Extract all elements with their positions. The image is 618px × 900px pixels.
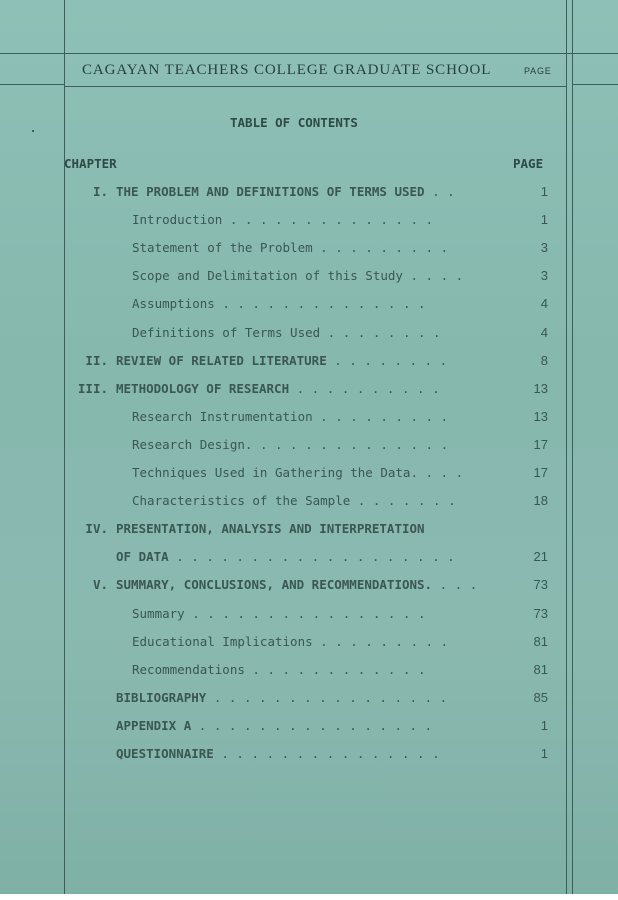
toc-entry-page: 1: [540, 746, 548, 761]
toc-dot-leader: . . . . . . . . . . . . .: [252, 436, 449, 452]
toc-dot-leader: . . . . . . . . . . . . . . .: [213, 746, 440, 761]
toc-entry-title: QUESTIONNAIRE: [116, 746, 214, 761]
toc-dot-leader: . . . . . . . . . .: [289, 380, 440, 396]
toc-dot-leader: . . . . . . . . . . . . . .: [222, 212, 434, 228]
toc-dot-leader: . . . . . . . .: [326, 352, 448, 368]
toc-dot-leader: . . . . . . . . .: [312, 633, 449, 649]
toc-entry-title: BIBLIOGRAPHY: [116, 689, 207, 705]
toc-entry-title: Research Instrumentation: [132, 408, 313, 424]
toc-entry: [0, 577, 618, 597]
toc-entry: [0, 465, 618, 485]
toc-entry-title: Statement of the Problem: [132, 240, 313, 256]
toc-entry-title: Techniques Used in Gathering the Data.: [132, 465, 418, 480]
toc-entry-title: Characteristics of the Sample: [132, 493, 351, 509]
toc-entry-title: APPENDIX A: [116, 717, 192, 733]
toc-entry-number: III.: [77, 380, 108, 396]
toc-entry: [0, 212, 618, 232]
toc-entry-title: PRESENTATION, ANALYSIS AND INTERPRETATION: [116, 521, 425, 537]
toc-dot-leader: . . . . . . . . . . . . . . . .: [191, 717, 433, 733]
toc-dot-leader: . . . . . . . .: [320, 324, 441, 340]
toc-entry: [0, 634, 618, 654]
toc-dot-leader: . . . .: [402, 268, 464, 284]
toc-dot-leader: . . .: [417, 465, 464, 480]
toc-entry: [0, 690, 618, 710]
scan-border: [0, 894, 618, 900]
toc-entry: [0, 268, 618, 288]
toc-dot-leader: . . . . . . . . .: [312, 408, 449, 424]
toc-entry: [0, 296, 618, 316]
toc-entry-page: 4: [540, 324, 548, 340]
toc-entry-title: THE PROBLEM AND DEFINITIONS OF TERMS USED: [116, 184, 425, 199]
institution-header: CAGAYAN TEACHERS COLLEGE GRADUATE SCHOOL: [82, 62, 492, 78]
toc-entry-page: 4: [540, 296, 548, 312]
toc-entry-number: II.: [85, 352, 108, 368]
toc-entry-title: SUMMARY, CONCLUSIONS, AND RECOMMENDATIONS.: [116, 577, 433, 593]
header-bottom-rule: [64, 86, 566, 87]
toc-entry-number: V.: [92, 577, 108, 593]
toc-entry-page: 17: [533, 436, 548, 452]
toc-entry: [0, 746, 618, 766]
toc-entry-title: Summary: [132, 605, 185, 621]
toc-entry-page: 1: [540, 184, 548, 199]
toc-entry-page: 8: [540, 352, 548, 368]
toc-entry-page: 21: [533, 549, 548, 565]
toc-entry: [0, 662, 618, 682]
toc-entry-title: Assumptions: [132, 296, 215, 312]
right-header-rule: [572, 84, 618, 85]
toc-entry-number: IV.: [85, 521, 108, 537]
toc-dot-leader: . . . . . . . . . . . . . . . . . . .: [168, 549, 455, 565]
toc-entry-page: 18: [533, 493, 548, 509]
toc-entry-page: 73: [533, 605, 548, 621]
toc-entry-page: 17: [533, 465, 548, 480]
header-top-rule: [0, 53, 618, 54]
toc-dot-leader: . .: [424, 184, 455, 199]
toc-dot-leader: . . . . . . .: [350, 493, 456, 509]
page-column-heading: PAGE: [513, 156, 544, 171]
toc-entry-page: 73: [533, 577, 548, 593]
toc-entry-title: Recommendations: [132, 661, 245, 677]
toc-entry-page: 1: [540, 717, 548, 733]
toc-dot-leader: . . . . . . . . . . . . . . . .: [184, 605, 426, 621]
toc-entry: [0, 521, 618, 541]
toc-entry-title: METHODOLOGY OF RESEARCH: [116, 380, 290, 396]
toc-entry: [0, 381, 618, 401]
toc-entry: [0, 606, 618, 626]
chapter-column-heading: CHAPTER: [64, 156, 117, 171]
toc-entry-page: 3: [540, 240, 548, 256]
toc-entry-page: 81: [533, 661, 548, 677]
toc-dot-leader: . . .: [432, 577, 478, 593]
toc-entry-page: 1: [540, 212, 548, 228]
toc-entry: [0, 718, 618, 738]
toc-entry-title: Educational Implications: [132, 633, 313, 649]
toc-entry: [0, 409, 618, 429]
toc-dot-leader: . . . . . . . . . . . . . . . .: [206, 689, 448, 705]
header-page-label: PAGE: [524, 66, 552, 76]
toc-entry-title: OF DATA: [116, 549, 169, 565]
toc-entry-page: 3: [540, 268, 548, 284]
toc-entry-page: 13: [533, 408, 548, 424]
toc-entry-page: 13: [533, 380, 548, 396]
toc-dot-leader: . . . . . . . . . . . .: [244, 661, 426, 677]
toc-entry-title: Scope and Delimitation of this Study: [132, 268, 403, 284]
toc-entry-title: REVIEW OF RELATED LITERATURE: [116, 352, 327, 368]
toc-entry-title: Research Design.: [132, 436, 253, 452]
toc-entry: [0, 353, 618, 373]
ink-speck: [32, 130, 34, 132]
toc-dot-leader: . . . . . . . . .: [312, 240, 449, 256]
toc-entry: [0, 184, 618, 204]
toc-entry: [0, 549, 618, 569]
toc-entry: [0, 493, 618, 513]
toc-title: TABLE OF CONTENTS: [230, 115, 358, 130]
toc-entry-number: I.: [92, 184, 108, 199]
toc-entry-page: 85: [533, 689, 548, 705]
toc-entry: [0, 437, 618, 457]
toc-entry: [0, 240, 618, 260]
left-header-rule: [0, 84, 64, 85]
toc-dot-leader: . . . . . . . . . . . . . .: [214, 296, 426, 312]
toc-entry-page: 81: [533, 633, 548, 649]
toc-entry-title: Definitions of Terms Used: [132, 324, 321, 340]
toc-entry: [0, 325, 618, 345]
toc-entry-title: Introduction: [132, 212, 223, 228]
